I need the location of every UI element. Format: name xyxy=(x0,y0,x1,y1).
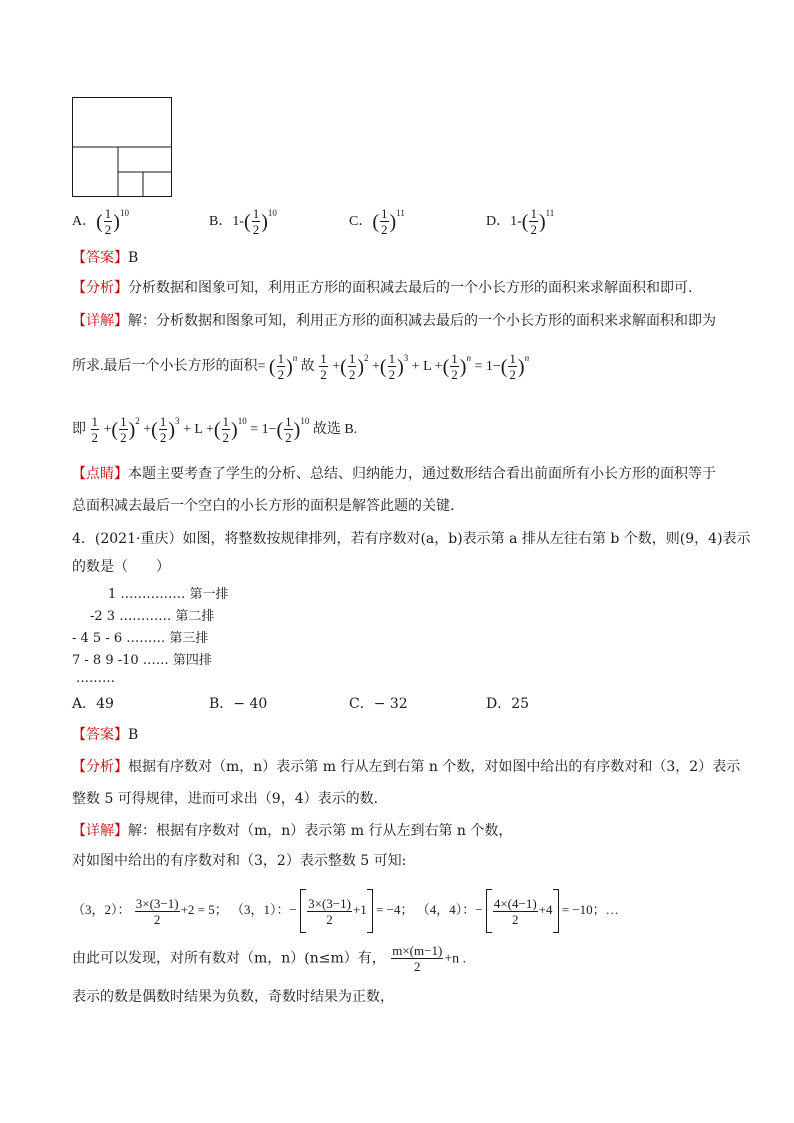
q4-stem-line2: 的数是（ ） xyxy=(72,559,170,575)
q4-analysis-line1: 【分析】根据有序数对（m，n）表示第 m 行从左到右第 n 个数，对如图中给出的有序数对和（3，2）表示 xyxy=(72,759,741,775)
q3-detail-line1: 【详解】解：分析数据和图象可知，利用正方形的面积减去最后的一个小长方形的面积来求解面积和即为 xyxy=(72,313,716,329)
q4-detail-line4: 由此可以发现，对所有数对（m，n）(n≤m）有， $\frac{m\times(m-1)}{2}$ +n . xyxy=(72,943,467,974)
left-bracket xyxy=(486,889,492,933)
q4-detail-line2: 对如图中给出的有序数对和（3，2）表示整数 5 可知: xyxy=(72,853,407,869)
detail-tag: 【详解】 xyxy=(72,823,128,839)
q4-detail-line1: 【详解】解：根据有序数对（m，n）表示第 m 行从左到右第 n 个数， xyxy=(72,823,513,839)
q4-row-2: -2 3 ………… 第二排 xyxy=(90,609,215,624)
q4-answer xyxy=(72,726,138,744)
q4-detail-line5: 表示的数是偶数时结果为负数，奇数时结果为正数， xyxy=(72,989,394,1005)
q4-option-b[interactable]: B．− 40 xyxy=(209,696,268,712)
left-bracket xyxy=(300,889,306,933)
detail-tag: 【详解】 xyxy=(72,313,128,329)
q4-row-4: 7 - 8 9 -10 …… 第四排 xyxy=(72,653,212,668)
q4-option-a[interactable]: A．49 xyxy=(72,696,114,712)
analysis-tag: 【分析】 xyxy=(72,280,128,296)
q3-answer xyxy=(72,249,138,267)
q3-option-a[interactable]: A．( $\frac{1}{2}$ )$^{10}$ xyxy=(72,206,129,238)
option-label: B． xyxy=(209,214,233,229)
q4-row-1: 1 …………… 第一排 xyxy=(108,587,229,602)
answer-tag: 【答案】 xyxy=(72,727,128,743)
q3-option-d[interactable]: D．1-( $\frac{1}{2}$ )$^{11}$ xyxy=(486,206,555,238)
q3-comment-line2: 总面积减去最后一个空白的小长方形的面积是解答此题的关键. xyxy=(72,498,455,514)
q4-option-c[interactable]: C．− 32 xyxy=(349,696,408,712)
q3-detail-line2: 所求.最后一个小长方形的面积= ( $\frac{1}{2}$ )$^n$ 故 $\frac{1}{2}$ +( $\frac{1}{2}$ )$^2$ +( $\frac{1}{2}$ )$^3$ + L +( $\frac{1}{2}$ )$^n$ = 1−( $\frac{1}{2}$ )$^n$ xyxy=(72,351,530,383)
q3-comment-line1: 【点睛】本题主要考查了学生的分析、总结、归纳能力，通过数形结合看出前面所有小长方形的面积等于 xyxy=(72,466,716,482)
q4-row-5: ……… xyxy=(76,671,115,686)
square-figure xyxy=(72,97,172,197)
q3-option-c[interactable]: C．( $\frac{1}{2}$ )$^{11}$ xyxy=(349,206,405,238)
q4-stem-line1: 4．(2021·重庆）如图，将整数按规律排列，若有序数对(a，b)表示第 a 排从左往右第 b 个数，则(9，4)表示 xyxy=(72,531,751,547)
answer-value: B xyxy=(128,250,139,266)
answer-value: B xyxy=(128,727,139,743)
q4-analysis-line2: 整数 5 可得规律，进而可求出（9，4）表示的数. xyxy=(72,791,379,807)
comment-tag: 【点睛】 xyxy=(72,466,128,482)
q4-row-3: - 4 5 - 6 ……… 第三排 xyxy=(72,631,209,646)
right-bracket xyxy=(553,889,559,933)
answer-tag: 【答案】 xyxy=(72,250,128,266)
option-label: A． xyxy=(72,214,97,229)
q3-detail-line3: 即 $\frac{1}{2}$ +( $\frac{1}{2}$ )$^2$ +( $\frac{1}{2}$ )$^3$ + L +( $\frac{1}{2}$ )$^{10}$ = 1−( $\frac{1}{2}$ )$^{10}$ 故选 B. xyxy=(72,414,358,446)
option-label: D． xyxy=(486,214,511,229)
right-bracket xyxy=(367,889,373,933)
option-label: C． xyxy=(349,214,373,229)
q3-analysis: 【分析】分析数据和图象可知，利用正方形的面积减去最后的一个小长方形的面积来求解面积和即可. xyxy=(72,280,693,296)
q4-option-d[interactable]: D．25 xyxy=(486,696,530,712)
analysis-tag: 【分析】 xyxy=(72,759,128,775)
q4-detail-formulas: （3，2）： $\frac{3\times(3-1)}{2}$ +2 = 5； （3，1）：− $\frac{3\times(3-1)}{2}$ +1 = −4； （4，4）：− $\frac{4\times(4-1)}{2}$ +4 = −10；… xyxy=(72,889,619,933)
q3-option-b[interactable]: B．1-( $\frac{1}{2}$ )$^{10}$ xyxy=(209,206,277,238)
